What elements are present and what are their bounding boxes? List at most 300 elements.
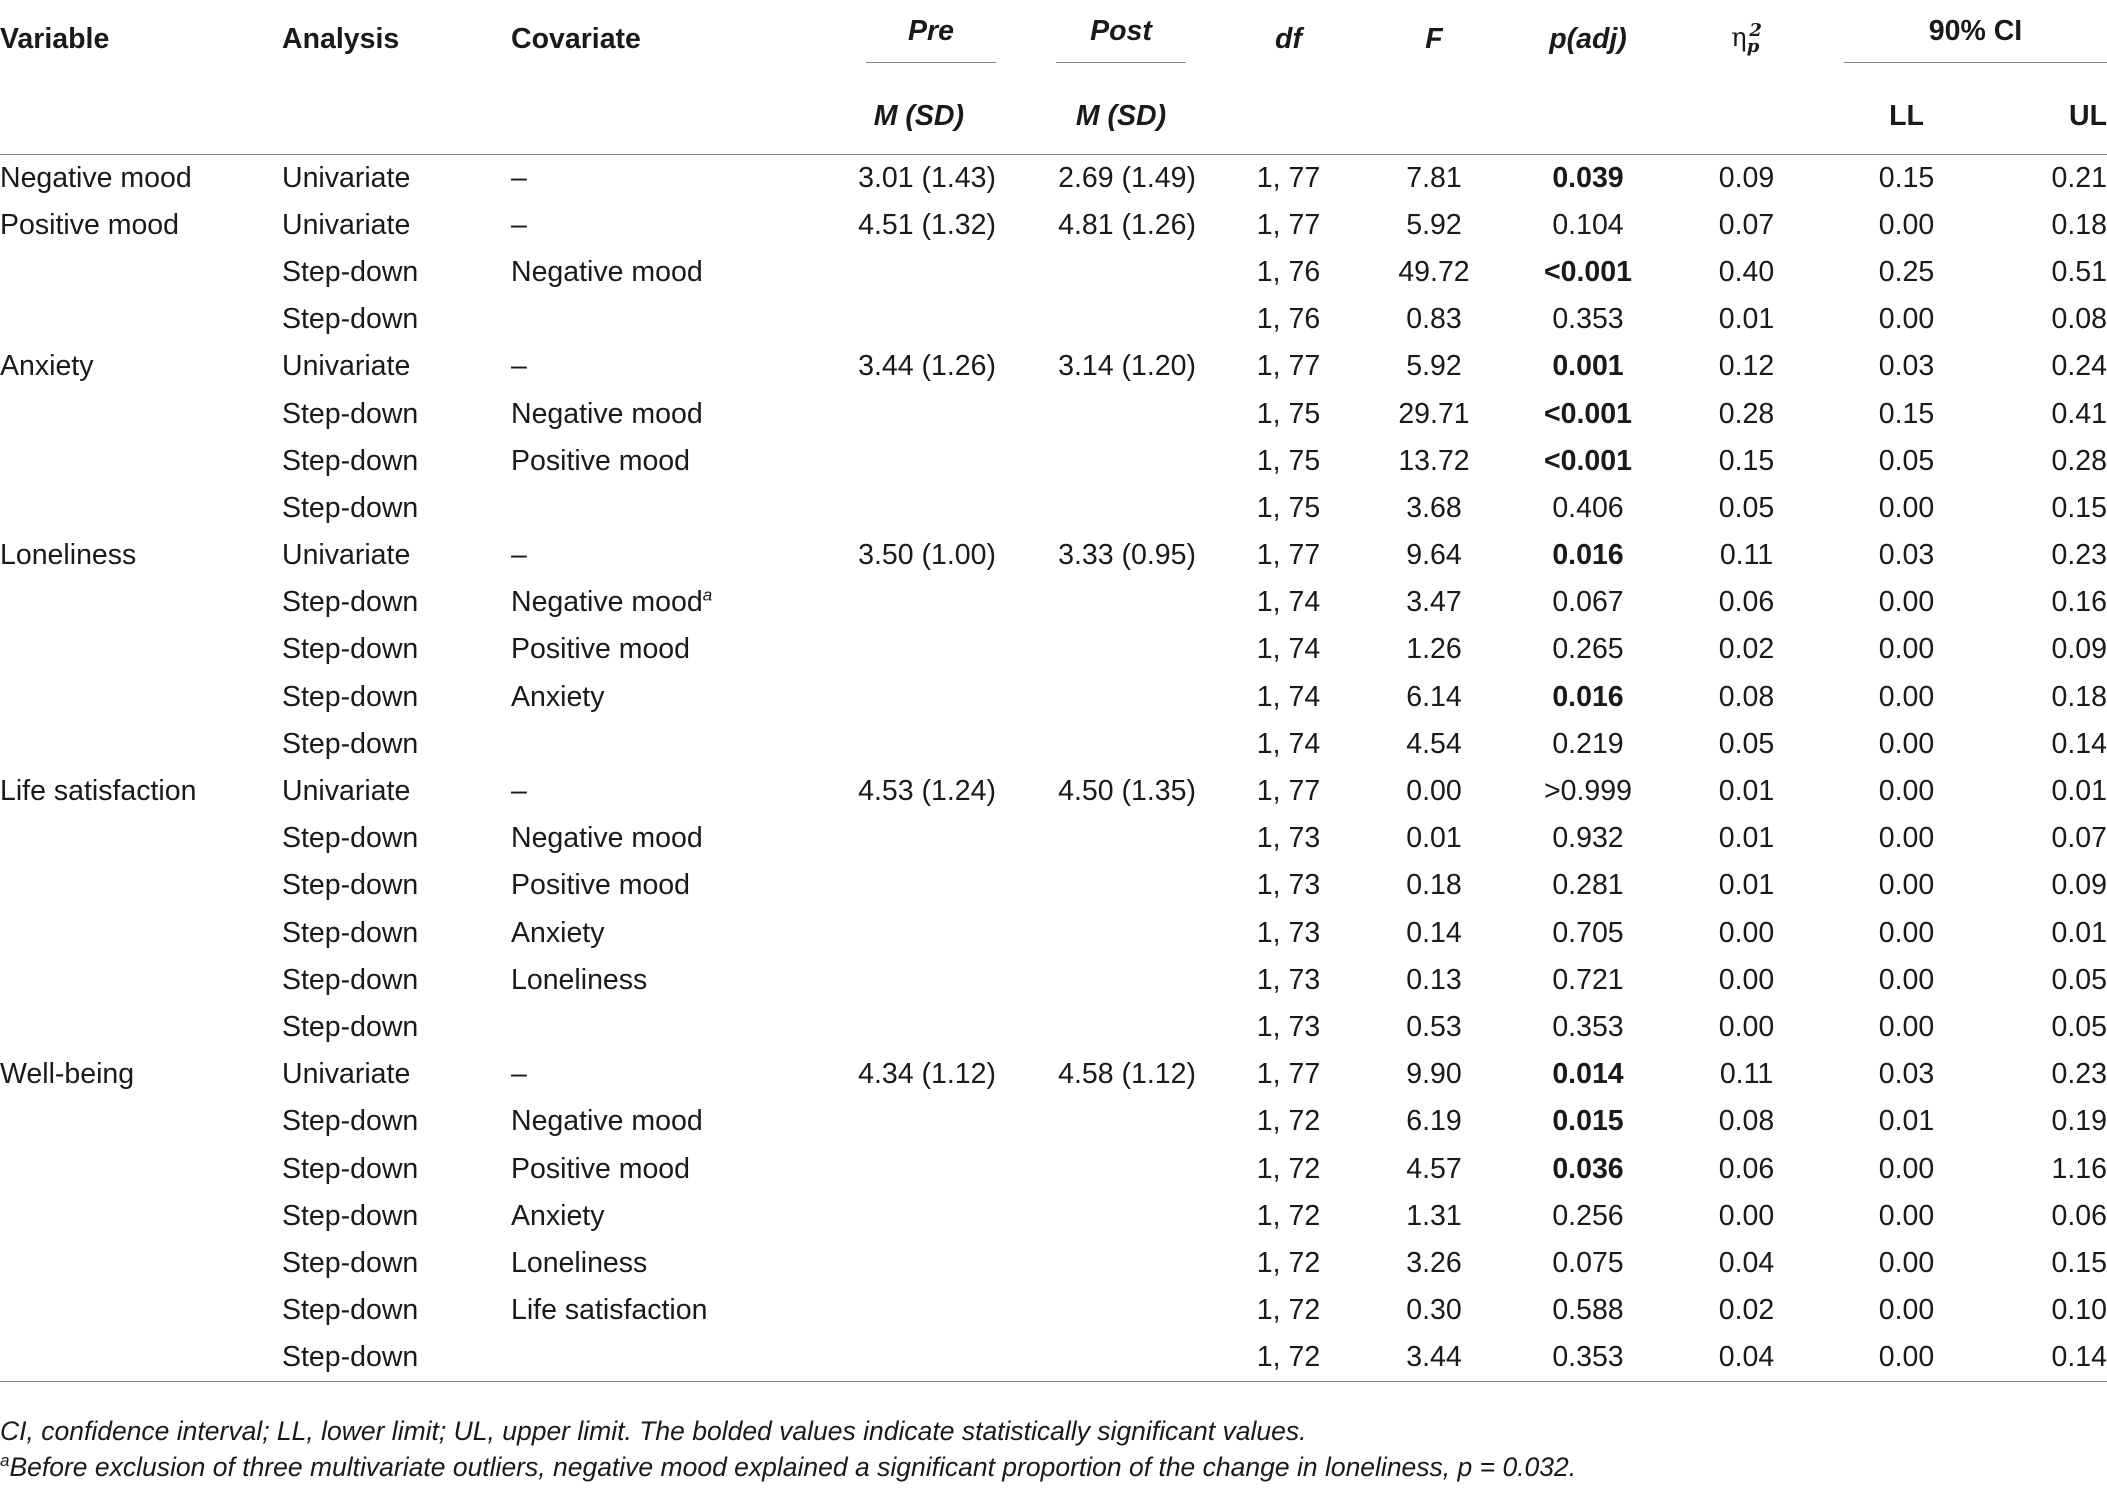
cell-variable [0,1145,282,1192]
cell-covariate [511,296,761,343]
cell-eta-squared: 0.28 [1718,397,1775,430]
cell-pre [761,438,1016,485]
cell-pre: 3.44 (1.26) [858,350,996,383]
cell-pre [761,1240,1016,1287]
cell-analysis: Step-down [282,1010,419,1043]
cell-post: 3.33 (0.95) [1058,539,1196,572]
cell-f: 0.83 [1406,303,1462,336]
cell-variable [0,721,282,768]
cell-p-adj: 0.036 [1552,1152,1624,1185]
cell-post [1016,1240,1206,1287]
cell-analysis: Step-down [282,869,419,902]
cell-ll: 0.00 [1878,680,1935,713]
cell-variable: Negative mood [0,161,192,194]
cell-ll: 0.05 [1878,444,1935,477]
cell-p-adj: 0.281 [1552,869,1624,902]
cell-ul: 0.09 [2051,633,2107,666]
cell-post [1016,674,1206,721]
cell-post [1016,862,1206,909]
cell-p-adj: 0.104 [1552,208,1624,241]
cell-pre [761,626,1016,673]
cell-variable [0,674,282,721]
cell-post [1016,390,1206,437]
cell-eta-squared: 0.00 [1718,1199,1775,1232]
cell-variable [0,862,282,909]
cell-pre: 3.01 (1.43) [858,161,996,194]
cell-analysis: Step-down [282,1199,419,1232]
cell-pre: 4.34 (1.12) [858,1058,996,1091]
cell-f: 6.14 [1406,680,1462,713]
cell-df: 1, 77 [1256,539,1321,572]
cell-ul: 0.05 [2051,963,2107,996]
cell-f: 5.92 [1406,208,1462,241]
cell-post [1016,957,1206,1004]
cell-pre [761,1334,1016,1381]
cell-eta-squared: 0.05 [1718,491,1775,524]
cell-p-adj: <0.001 [1544,255,1632,288]
table-row [0,815,2107,862]
note-footnote-a: $^a$Before exclusion of three multivariate outliers, negative mood explained a significant proportion of the change in loneliness, p = 0.032. [0,1451,1577,1482]
cell-analysis: Step-down [282,586,419,619]
cell-post [1016,296,1206,343]
cell-eta-squared: 0.00 [1718,963,1775,996]
header-f: F [1425,22,1443,55]
table-row [0,626,2107,673]
cell-ll: 0.00 [1878,822,1935,855]
cell-df: 1, 76 [1256,255,1321,288]
cell-analysis: Step-down [282,1341,419,1374]
cell-f: 4.54 [1406,727,1462,760]
cell-df: 1, 72 [1256,1105,1321,1138]
cell-df: 1, 73 [1256,822,1321,855]
cell-df: 1, 77 [1256,1058,1321,1091]
cell-ul: 0.08 [2051,303,2107,336]
cell-post: 4.58 (1.12) [1058,1058,1196,1091]
cell-ul: 0.28 [2051,444,2107,477]
cell-pre: 4.53 (1.24) [858,775,996,808]
cell-f: 3.68 [1406,491,1462,524]
cell-pre [761,249,1016,296]
cell-ll: 0.00 [1878,916,1935,949]
cell-df: 1, 73 [1256,869,1321,902]
cell-ll: 0.00 [1878,1294,1935,1327]
cell-analysis: Step-down [282,633,419,666]
cell-ul: 0.41 [2051,397,2107,430]
cell-post [1016,910,1206,957]
cell-ul: 0.05 [2051,1010,2107,1043]
cell-p-adj: 0.353 [1552,1010,1624,1043]
cell-variable [0,1287,282,1334]
cell-post [1016,438,1206,485]
cell-post [1016,1004,1206,1051]
cell-eta-squared: 0.01 [1718,303,1775,336]
cell-analysis: Step-down [282,303,419,336]
cell-ul: 0.06 [2051,1199,2107,1232]
cell-pre: 3.50 (1.00) [858,539,996,572]
cell-f: 5.92 [1406,350,1462,383]
cell-pre [761,674,1016,721]
cell-pre [761,862,1016,909]
cell-ll: 0.00 [1878,775,1935,808]
cell-ul: 0.51 [2051,255,2107,288]
cell-f: 1.26 [1406,633,1462,666]
cell-pre [761,910,1016,957]
cell-p-adj: 0.721 [1552,963,1624,996]
cell-eta-squared: 0.04 [1718,1341,1775,1374]
cell-analysis: Step-down [282,1246,419,1279]
cell-covariate: Negative mood [511,397,703,430]
cell-analysis: Univariate [282,208,411,241]
cell-covariate: Loneliness [511,1246,648,1279]
cell-ll: 0.01 [1878,1105,1935,1138]
cell-ll: 0.03 [1878,539,1935,572]
header-ul: UL [1979,78,2107,155]
cell-df: 1, 73 [1256,916,1321,949]
table-row [0,1145,2107,1192]
cell-p-adj: 0.219 [1552,727,1624,760]
cell-post [1016,1098,1206,1145]
header-post: Post [1016,0,1206,78]
cell-p-adj: >0.999 [1544,775,1632,808]
cell-df: 1, 77 [1256,208,1321,241]
cell-eta-squared: 0.06 [1718,586,1775,619]
cell-covariate: Negative mood [511,1105,703,1138]
cell-variable [0,296,282,343]
cell-ll: 0.00 [1878,727,1935,760]
table-row [0,674,2107,721]
cell-ll: 0.00 [1878,491,1935,524]
cell-variable [0,438,282,485]
cell-covariate: – [511,350,527,383]
cell-ll: 0.00 [1878,869,1935,902]
cell-pre [761,1287,1016,1334]
cell-ul: 0.14 [2051,727,2107,760]
cell-covariate: Anxiety [511,916,605,949]
table-body [0,155,2107,1382]
cell-p-adj: 0.014 [1552,1058,1624,1091]
cell-df: 1, 76 [1256,303,1321,336]
cell-eta-squared: 0.08 [1718,1105,1775,1138]
cell-df: 1, 74 [1256,680,1321,713]
cell-eta-squared: 0.02 [1718,1294,1775,1327]
cell-df: 1, 74 [1256,633,1321,666]
cell-covariate: Negative mood [511,255,703,288]
cell-df: 1, 77 [1256,161,1321,194]
cell-pre [761,1098,1016,1145]
cell-analysis: Step-down [282,822,419,855]
cell-f: 3.47 [1406,586,1462,619]
table-row [0,532,2107,579]
cell-covariate: Anxiety [511,1199,605,1232]
cell-ll: 0.15 [1878,161,1935,194]
cell-analysis: Step-down [282,963,419,996]
cell-pre [761,296,1016,343]
cell-variable [0,815,282,862]
cell-ul: 0.16 [2051,586,2107,619]
cell-eta-squared: 0.05 [1718,727,1775,760]
cell-pre [761,957,1016,1004]
table-row [0,1334,2107,1381]
cell-ll: 0.00 [1878,1152,1935,1185]
cell-eta-squared: 0.09 [1718,161,1775,194]
cell-analysis: Univariate [282,1058,411,1091]
cell-variable: Life satisfaction [0,775,197,808]
cell-post [1016,815,1206,862]
cell-df: 1, 72 [1256,1246,1321,1279]
cell-variable [0,1098,282,1145]
cell-post [1016,1334,1206,1381]
cell-covariate: Positive mood [511,869,691,902]
cell-covariate: – [511,208,527,241]
cell-analysis: Univariate [282,775,411,808]
cell-covariate [511,1334,761,1381]
table-row [0,249,2107,296]
cell-variable: Anxiety [0,350,94,383]
table-row [0,155,2107,202]
cell-variable [0,626,282,673]
cell-analysis: Step-down [282,680,419,713]
cell-df: 1, 74 [1256,727,1321,760]
cell-df: 1, 77 [1256,350,1321,383]
cell-analysis: Step-down [282,727,419,760]
header-variable: Variable [0,22,110,55]
table-row [0,1193,2107,1240]
cell-variable [0,1334,282,1381]
cell-post: 4.50 (1.35) [1058,775,1196,808]
table-row [0,343,2107,390]
table-row [0,1240,2107,1287]
table-row [0,1051,2107,1098]
cell-df: 1, 72 [1256,1152,1321,1185]
cell-df: 1, 75 [1256,444,1321,477]
cell-covariate: Negative mood [511,822,703,855]
cell-post [1016,1287,1206,1334]
note-abbreviations: CI, confidence interval; LL, lower limit; UL, upper limit. The bolded values indicate statistically significant values. [0,1416,1307,1446]
cell-covariate [511,1004,761,1051]
header-post-msd: M (SD) [1016,78,1206,155]
header-eta-squared: $\eta_p^2$ [1731,20,1762,58]
cell-p-adj: 0.705 [1552,916,1624,949]
cell-df: 1, 73 [1256,963,1321,996]
header-row-2 [0,78,2107,155]
cell-f: 0.30 [1406,1294,1462,1327]
cell-ll: 0.00 [1878,1010,1935,1043]
table-row [0,1004,2107,1051]
cell-ul: 0.01 [2051,775,2107,808]
cell-ll: 0.00 [1878,303,1935,336]
cell-ll: 0.00 [1878,963,1935,996]
cell-df: 1, 74 [1256,586,1321,619]
cell-ll: 0.00 [1878,1246,1935,1279]
cell-eta-squared: 0.15 [1718,444,1775,477]
cell-ll: 0.25 [1878,255,1935,288]
cell-df: 1, 73 [1256,1010,1321,1043]
cell-p-adj: 0.039 [1552,161,1624,194]
cell-eta-squared: 0.01 [1718,869,1775,902]
cell-analysis: Step-down [282,444,419,477]
cell-analysis: Univariate [282,350,411,383]
cell-ul: 0.15 [2051,491,2107,524]
table-notes [0,1413,1576,1485]
cell-ll: 0.00 [1878,586,1935,619]
table-row [0,721,2107,768]
cell-p-adj: 0.353 [1552,303,1624,336]
cell-ll: 0.00 [1878,1199,1935,1232]
cell-variable [0,485,282,532]
cell-post [1016,1193,1206,1240]
cell-ul: 0.24 [2051,350,2107,383]
cell-pre [761,1193,1016,1240]
cell-df: 1, 72 [1256,1341,1321,1374]
cell-eta-squared: 0.11 [1719,539,1774,572]
cell-f: 0.13 [1406,963,1462,996]
cell-df: 1, 75 [1256,397,1321,430]
cell-p-adj: 0.353 [1552,1341,1624,1374]
cell-post [1016,485,1206,532]
cell-variable: Well-being [0,1058,135,1091]
cell-df: 1, 77 [1256,775,1321,808]
cell-ul: 0.10 [2051,1294,2107,1327]
cell-f: 4.57 [1406,1152,1462,1185]
cell-f: 9.90 [1406,1058,1462,1091]
table-row [0,296,2107,343]
cell-pre [761,815,1016,862]
header-pre: Pre [761,0,1016,78]
table-row [0,1287,2107,1334]
cell-ul: 0.21 [2051,161,2107,194]
cell-variable [0,910,282,957]
cell-ul: 0.09 [2051,869,2107,902]
header-df: df [1275,22,1302,55]
cell-analysis: Step-down [282,916,419,949]
cell-post: 2.69 (1.49) [1058,161,1196,194]
table-row [0,390,2107,437]
cell-p-adj: 0.016 [1552,680,1624,713]
cell-eta-squared: 0.11 [1719,1058,1774,1091]
cell-variable [0,1004,282,1051]
cell-analysis: Step-down [282,1152,419,1185]
cell-pre [761,721,1016,768]
cell-ul: 0.07 [2051,822,2107,855]
cell-p-adj: 0.406 [1552,491,1624,524]
cell-variable [0,957,282,1004]
cell-analysis: Step-down [282,491,419,524]
cell-f: 29.71 [1398,397,1470,430]
cell-pre [761,1145,1016,1192]
cell-ll: 0.03 [1878,350,1935,383]
cell-ul: 0.19 [2051,1105,2107,1138]
cell-eta-squared: 0.08 [1718,680,1775,713]
cell-ul: 0.23 [2051,539,2107,572]
cell-ul: 0.18 [2051,680,2107,713]
header-row-1 [0,0,2107,78]
cell-post [1016,249,1206,296]
table-row [0,485,2107,532]
cell-variable [0,1240,282,1287]
cell-f: 3.44 [1406,1341,1462,1374]
cell-variable [0,1193,282,1240]
cell-covariate: – [511,775,527,808]
cell-covariate [511,721,761,768]
cell-analysis: Step-down [282,1105,419,1138]
cell-post [1016,579,1206,626]
header-analysis: Analysis [282,22,400,55]
cell-p-adj: <0.001 [1544,397,1632,430]
table-row [0,1098,2107,1145]
cell-p-adj: 0.588 [1552,1294,1624,1327]
cell-eta-squared: 0.01 [1718,775,1775,808]
cell-p-adj: 0.932 [1552,822,1624,855]
cell-p-adj: 0.075 [1552,1246,1624,1279]
cell-ll: 0.00 [1878,1341,1935,1374]
cell-analysis: Step-down [282,255,419,288]
cell-pre [761,1004,1016,1051]
cell-eta-squared: 0.00 [1718,916,1775,949]
cell-df: 1, 72 [1256,1199,1321,1232]
cell-ul: 0.15 [2051,1246,2107,1279]
cell-f: 9.64 [1406,539,1462,572]
cell-f: 13.72 [1398,444,1470,477]
header-pre-msd: M (SD) [761,78,1016,155]
cell-pre [761,485,1016,532]
cell-covariate: Negative mood$^a$ [511,585,713,619]
cell-covariate: Life satisfaction [511,1294,708,1327]
table-row [0,910,2107,957]
header-covariate: Covariate [511,22,641,55]
cell-df: 1, 75 [1256,491,1321,524]
cell-eta-squared: 0.06 [1718,1152,1775,1185]
cell-covariate: Loneliness [511,963,648,996]
table-row [0,957,2107,1004]
cell-pre [761,579,1016,626]
table-row [0,579,2107,626]
cell-p-adj: 0.256 [1552,1199,1624,1232]
cell-df: 1, 72 [1256,1294,1321,1327]
cell-ll: 0.00 [1878,208,1935,241]
cell-covariate: Positive mood [511,633,691,666]
table-row [0,438,2107,485]
cell-ll: 0.03 [1878,1058,1935,1091]
cell-eta-squared: 0.00 [1718,1010,1775,1043]
cell-f: 1.31 [1406,1199,1462,1232]
cell-post [1016,721,1206,768]
cell-ll: 0.00 [1878,633,1935,666]
cell-post: 4.81 (1.26) [1058,208,1196,241]
cell-variable [0,249,282,296]
cell-ul: 0.14 [2051,1341,2107,1374]
cell-covariate: Positive mood [511,444,691,477]
header-ci: 90% CI [1814,0,2107,78]
cell-ul: 0.01 [2051,916,2107,949]
cell-post: 3.14 (1.20) [1058,350,1196,383]
cell-analysis: Univariate [282,539,411,572]
cell-f: 0.00 [1406,775,1462,808]
table-row [0,862,2107,909]
cell-covariate: – [511,161,527,194]
cell-p-adj: 0.016 [1552,539,1624,572]
cell-eta-squared: 0.40 [1718,255,1775,288]
cell-f: 0.18 [1406,869,1462,902]
cell-variable: Loneliness [0,539,137,572]
cell-f: 7.81 [1406,161,1462,194]
cell-eta-squared: 0.07 [1718,208,1775,241]
cell-p-adj: <0.001 [1544,444,1632,477]
cell-f: 6.19 [1406,1105,1462,1138]
cell-post [1016,1145,1206,1192]
cell-analysis: Step-down [282,397,419,430]
cell-analysis: Univariate [282,161,411,194]
cell-f: 0.01 [1406,822,1462,855]
